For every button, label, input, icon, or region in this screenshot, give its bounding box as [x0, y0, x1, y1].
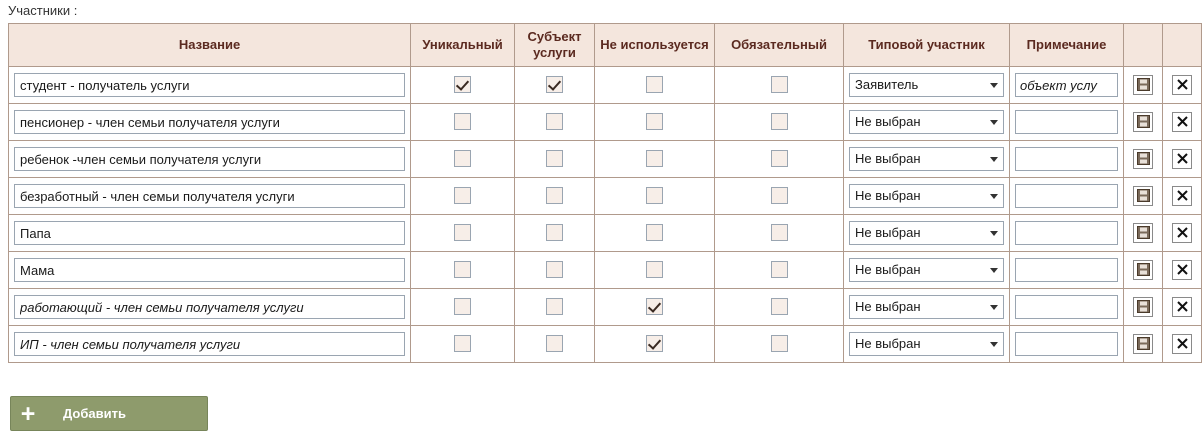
table-header-row — [9, 24, 1202, 67]
participant-name-input[interactable] — [14, 110, 405, 134]
unused-cell — [595, 326, 715, 363]
unused-cell — [595, 215, 715, 252]
name-cell — [9, 178, 411, 215]
name-cell — [9, 326, 411, 363]
participant-type-value: Не выбран — [855, 114, 921, 129]
column-header-required: Обязательный — [715, 24, 844, 67]
participants-grid-wrapper — [8, 23, 1194, 363]
chevron-down-icon — [990, 231, 998, 236]
required-checkbox[interactable] — [771, 150, 788, 167]
participant-type-select[interactable] — [849, 110, 1004, 134]
unique-checkbox[interactable] — [454, 261, 471, 278]
unique-checkbox[interactable] — [454, 113, 471, 130]
participant-type-select[interactable] — [849, 147, 1004, 171]
subject-cell — [515, 326, 595, 363]
participant-type-value: Не выбран — [855, 336, 921, 351]
unique-checkbox[interactable] — [454, 298, 471, 315]
note-input[interactable] — [1015, 147, 1118, 171]
unused-cell — [595, 67, 715, 104]
unique-cell — [411, 289, 515, 326]
table-body — [9, 67, 1202, 363]
participant-type-value: Не выбран — [855, 299, 921, 314]
participant-type-value: Не выбран — [855, 151, 921, 166]
table-row — [9, 215, 1202, 252]
save-cell — [1124, 326, 1163, 363]
unique-cell — [411, 178, 515, 215]
participant-type-value: Не выбран — [855, 262, 921, 277]
delete-cell — [1163, 289, 1202, 326]
chevron-down-icon — [990, 268, 998, 273]
participant-name-input[interactable] — [14, 258, 405, 282]
participant-type-select[interactable] — [849, 184, 1004, 208]
unused-checkbox[interactable] — [646, 261, 663, 278]
table-row — [9, 67, 1202, 104]
unused-cell — [595, 104, 715, 141]
save-icon[interactable] — [1133, 297, 1153, 317]
delete-icon[interactable] — [1172, 112, 1192, 132]
save-icon[interactable] — [1133, 149, 1153, 169]
save-icon[interactable] — [1133, 334, 1153, 354]
subject-checkbox[interactable] — [546, 224, 563, 241]
participant-type-value: Не выбран — [855, 225, 921, 240]
type-cell — [844, 252, 1010, 289]
note-cell — [1010, 252, 1124, 289]
delete-icon[interactable] — [1172, 75, 1192, 95]
note-cell — [1010, 141, 1124, 178]
unique-checkbox[interactable] — [454, 187, 471, 204]
note-cell — [1010, 215, 1124, 252]
participant-type-value: Не выбран — [855, 188, 921, 203]
save-cell — [1124, 141, 1163, 178]
delete-icon[interactable] — [1172, 297, 1192, 317]
required-cell — [715, 141, 844, 178]
note-cell — [1010, 67, 1124, 104]
save-icon[interactable] — [1133, 75, 1153, 95]
unused-checkbox[interactable] — [646, 224, 663, 241]
note-cell — [1010, 326, 1124, 363]
required-cell — [715, 178, 844, 215]
save-cell — [1124, 67, 1163, 104]
unused-checkbox[interactable] — [646, 76, 663, 93]
delete-cell — [1163, 252, 1202, 289]
name-cell — [9, 141, 411, 178]
table-row — [9, 141, 1202, 178]
type-cell — [844, 67, 1010, 104]
save-icon[interactable] — [1133, 112, 1153, 132]
column-header-type: Типовой участник — [844, 24, 1010, 67]
unused-checkbox[interactable] — [646, 187, 663, 204]
subject-checkbox[interactable] — [546, 335, 563, 352]
delete-cell — [1163, 141, 1202, 178]
note-input[interactable] — [1015, 295, 1118, 319]
unique-cell — [411, 252, 515, 289]
note-input[interactable] — [1015, 221, 1118, 245]
save-cell — [1124, 289, 1163, 326]
subject-checkbox[interactable] — [546, 150, 563, 167]
column-header-name: Название — [9, 24, 411, 67]
subject-cell — [515, 141, 595, 178]
participant-name-input[interactable] — [14, 221, 405, 245]
subject-checkbox[interactable] — [546, 76, 563, 93]
plus-icon: + — [20, 399, 36, 428]
participant-type-select[interactable] — [849, 221, 1004, 245]
unique-checkbox[interactable] — [454, 224, 471, 241]
save-icon[interactable] — [1133, 186, 1153, 206]
chevron-down-icon — [990, 194, 998, 199]
column-header-subject: Субъект услуги — [515, 24, 595, 67]
participant-name-input[interactable] — [14, 73, 405, 97]
chevron-down-icon — [990, 342, 998, 347]
name-cell — [9, 67, 411, 104]
name-cell — [9, 252, 411, 289]
column-header-unused: Не используется — [595, 24, 715, 67]
unique-checkbox[interactable] — [454, 335, 471, 352]
required-cell — [715, 326, 844, 363]
subject-checkbox[interactable] — [546, 298, 563, 315]
required-cell — [715, 215, 844, 252]
column-header-save — [1124, 24, 1163, 67]
save-cell — [1124, 252, 1163, 289]
column-header-note: Примечание — [1010, 24, 1124, 67]
participant-type-select[interactable] — [849, 258, 1004, 282]
note-input[interactable] — [1015, 73, 1118, 97]
unique-checkbox[interactable] — [454, 76, 471, 93]
unique-cell — [411, 104, 515, 141]
unused-cell — [595, 178, 715, 215]
note-cell — [1010, 289, 1124, 326]
table-row — [9, 178, 1202, 215]
chevron-down-icon — [990, 157, 998, 162]
required-checkbox[interactable] — [771, 261, 788, 278]
subject-cell — [515, 104, 595, 141]
subject-cell — [515, 289, 595, 326]
chevron-down-icon — [990, 83, 998, 88]
table-row — [9, 252, 1202, 289]
unused-checkbox[interactable] — [646, 150, 663, 167]
type-cell — [844, 178, 1010, 215]
subject-cell — [515, 67, 595, 104]
table-row — [9, 326, 1202, 363]
save-icon[interactable] — [1133, 223, 1153, 243]
subject-cell — [515, 215, 595, 252]
participant-name-input[interactable] — [14, 295, 405, 319]
add-participant-label: Добавить — [63, 406, 126, 421]
required-checkbox[interactable] — [771, 298, 788, 315]
delete-icon[interactable] — [1172, 149, 1192, 169]
delete-icon[interactable] — [1172, 186, 1192, 206]
note-input[interactable] — [1015, 332, 1118, 356]
participant-name-input[interactable] — [14, 332, 405, 356]
participant-type-select[interactable] — [849, 332, 1004, 356]
unique-cell — [411, 141, 515, 178]
type-cell — [844, 141, 1010, 178]
participant-type-select[interactable] — [849, 295, 1004, 319]
required-cell — [715, 252, 844, 289]
unused-checkbox[interactable] — [646, 113, 663, 130]
note-input[interactable] — [1015, 110, 1118, 134]
required-checkbox[interactable] — [771, 113, 788, 130]
participant-name-input[interactable] — [14, 184, 405, 208]
chevron-down-icon — [990, 120, 998, 125]
column-header-delete — [1163, 24, 1202, 67]
unused-cell — [595, 141, 715, 178]
delete-cell — [1163, 215, 1202, 252]
required-cell — [715, 289, 844, 326]
name-cell — [9, 104, 411, 141]
participant-name-input[interactable] — [14, 147, 405, 171]
required-checkbox[interactable] — [771, 224, 788, 241]
unused-checkbox[interactable] — [646, 298, 663, 315]
delete-cell — [1163, 104, 1202, 141]
unique-cell — [411, 215, 515, 252]
chevron-down-icon — [990, 305, 998, 310]
delete-cell — [1163, 326, 1202, 363]
note-cell — [1010, 104, 1124, 141]
save-cell — [1124, 178, 1163, 215]
save-cell — [1124, 215, 1163, 252]
participants-table — [8, 23, 1202, 363]
subject-checkbox[interactable] — [546, 261, 563, 278]
name-cell — [9, 289, 411, 326]
participant-type-select[interactable] — [849, 73, 1004, 97]
name-cell — [9, 215, 411, 252]
type-cell — [844, 215, 1010, 252]
type-cell — [844, 104, 1010, 141]
note-cell — [1010, 178, 1124, 215]
unique-cell — [411, 67, 515, 104]
unique-checkbox[interactable] — [454, 150, 471, 167]
note-input[interactable] — [1015, 258, 1118, 282]
subject-checkbox[interactable] — [546, 187, 563, 204]
required-checkbox[interactable] — [771, 187, 788, 204]
save-cell — [1124, 104, 1163, 141]
subject-cell — [515, 252, 595, 289]
type-cell — [844, 326, 1010, 363]
subject-checkbox[interactable] — [546, 113, 563, 130]
note-input[interactable] — [1015, 184, 1118, 208]
delete-cell — [1163, 67, 1202, 104]
delete-icon[interactable] — [1172, 260, 1192, 280]
participant-type-value: Заявитель — [855, 77, 919, 92]
unused-cell — [595, 252, 715, 289]
unused-checkbox[interactable] — [646, 335, 663, 352]
add-participant-button[interactable] — [10, 396, 208, 431]
delete-cell — [1163, 178, 1202, 215]
unused-cell — [595, 289, 715, 326]
table-row — [9, 104, 1202, 141]
unique-cell — [411, 326, 515, 363]
section-title: Участники : — [8, 3, 78, 18]
subject-cell — [515, 178, 595, 215]
save-icon[interactable] — [1133, 260, 1153, 280]
required-checkbox[interactable] — [771, 335, 788, 352]
required-cell — [715, 67, 844, 104]
required-cell — [715, 104, 844, 141]
type-cell — [844, 289, 1010, 326]
required-checkbox[interactable] — [771, 76, 788, 93]
delete-icon[interactable] — [1172, 223, 1192, 243]
column-header-unique: Уникальный — [411, 24, 515, 67]
table-row — [9, 289, 1202, 326]
delete-icon[interactable] — [1172, 334, 1192, 354]
